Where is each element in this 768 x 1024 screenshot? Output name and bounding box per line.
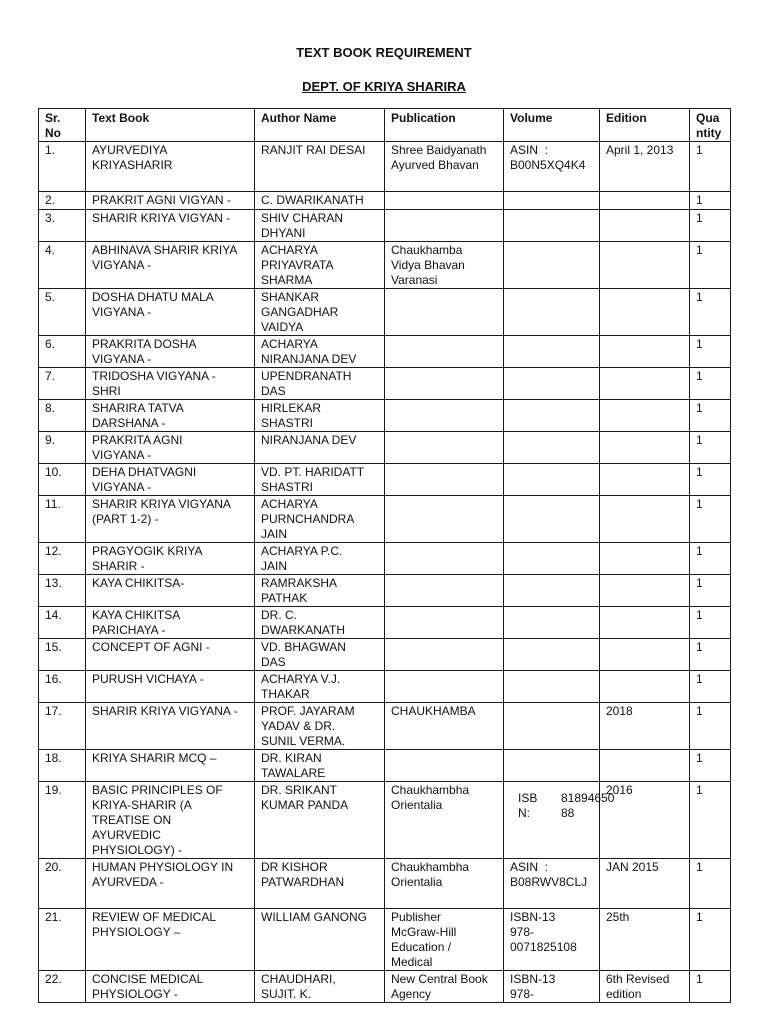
publication-cell	[385, 575, 504, 607]
text-book-cell: AYURVEDIYA KRIYASHARIR	[86, 142, 255, 192]
publication-cell: Chaukhambha Orientalia	[385, 859, 504, 909]
text-book-cell: DOSHA DHATU MALA VIGYANA -	[86, 289, 255, 336]
sr-no-cell: 21.	[39, 909, 86, 971]
edition-cell	[600, 607, 690, 639]
author-cell: VD. PT. HARIDATT SHASTRI	[255, 464, 385, 496]
isbn-digits: 81894650	[561, 791, 615, 805]
publication-cell: CHAUKHAMBA	[385, 703, 504, 750]
header-author-name: Author Name	[255, 109, 385, 142]
sr-no-cell: 12.	[39, 543, 86, 575]
sr-no-cell: 4.	[39, 242, 86, 289]
edition-cell	[600, 336, 690, 368]
author-cell: ACHARYA PURNCHANDRA JAIN	[255, 496, 385, 543]
edition-cell: 6th Revised edition	[600, 971, 690, 1003]
author-cell: UPENDRANATH DAS	[255, 368, 385, 400]
document-title: TEXT BOOK REQUIREMENT	[296, 45, 472, 60]
quantity-cell: 1	[690, 703, 731, 750]
quantity-cell: 1	[690, 575, 731, 607]
edition-cell: 2018	[600, 703, 690, 750]
edition-cell	[600, 671, 690, 703]
volume-cell: ASIN : B08RWV8CLJ	[504, 859, 600, 909]
publication-cell	[385, 368, 504, 400]
text-book-cell: REVIEW OF MEDICAL PHYSIOLOGY –	[86, 909, 255, 971]
sr-no-cell: 1.	[39, 142, 86, 192]
volume-cell	[504, 607, 600, 639]
publication-cell	[385, 210, 504, 242]
table-row	[39, 543, 731, 575]
author-cell: DR KISHOR PATWARDHAN	[255, 859, 385, 909]
author-cell: ACHARYA P.C. JAIN	[255, 543, 385, 575]
author-cell: VD. BHAGWAN DAS	[255, 639, 385, 671]
sr-no-cell: 19.	[39, 782, 86, 859]
text-book-cell: SHARIR KRIYA VIGYANA (PART 1-2) -	[86, 496, 255, 543]
quantity-cell: 1	[690, 859, 731, 909]
sr-no-cell: 3.	[39, 210, 86, 242]
author-cell: HIRLEKAR SHASTRI	[255, 400, 385, 432]
volume-cell	[504, 671, 600, 703]
header-text-book: Text Book	[86, 109, 255, 142]
sr-no-cell: 6.	[39, 336, 86, 368]
table-row	[39, 400, 731, 432]
edition-cell	[600, 400, 690, 432]
quantity-cell: 1	[690, 639, 731, 671]
author-cell: SHANKAR GANGADHAR VAIDYA	[255, 289, 385, 336]
table-row	[39, 142, 731, 192]
sr-no-cell: 7.	[39, 368, 86, 400]
volume-cell	[504, 289, 600, 336]
sr-no-cell: 8.	[39, 400, 86, 432]
text-book-cell: CONCEPT OF AGNI -	[86, 639, 255, 671]
text-book-cell: SHARIR KRIYA VIGYAN -	[86, 210, 255, 242]
text-book-cell: HUMAN PHYSIOLOGY IN AYURVEDA -	[86, 859, 255, 909]
volume-cell: ISBN-13 978- 0071825108	[504, 909, 600, 971]
author-cell: ACHARYA V.J. THAKAR	[255, 671, 385, 703]
text-book-cell: SHARIRA TATVA DARSHANA -	[86, 400, 255, 432]
author-cell: DR. SRIKANT KUMAR PANDA	[255, 782, 385, 859]
quantity-cell: 1	[690, 210, 731, 242]
table-header-row	[39, 109, 731, 142]
author-cell: PROF. JAYARAM YADAV & DR. SUNIL VERMA.	[255, 703, 385, 750]
quantity-cell: 1	[690, 192, 731, 210]
edition-cell	[600, 192, 690, 210]
publication-cell	[385, 400, 504, 432]
volume-cell	[504, 336, 600, 368]
edition-cell: JAN 2015	[600, 859, 690, 909]
quantity-cell: 1	[690, 464, 731, 496]
publication-cell: New Central Book Agency	[385, 971, 504, 1003]
edition-cell: April 1, 2013	[600, 142, 690, 192]
volume-cell	[504, 543, 600, 575]
volume-cell	[504, 242, 600, 289]
publication-cell	[385, 607, 504, 639]
header-publication: Publication	[385, 109, 504, 142]
book-table-body	[39, 142, 731, 1003]
publication-cell	[385, 336, 504, 368]
publication-cell	[385, 671, 504, 703]
isbn-block	[518, 791, 615, 821]
publication-cell	[385, 289, 504, 336]
quantity-cell: 1	[690, 607, 731, 639]
sr-no-cell: 20.	[39, 859, 86, 909]
publication-cell: Chaukhambha Orientalia	[385, 782, 504, 859]
publication-cell	[385, 639, 504, 671]
author-cell: CHAUDHARI, SUJIT. K.	[255, 971, 385, 1003]
quantity-cell: 1	[690, 671, 731, 703]
text-book-cell: PRAGYOGIK KRIYA SHARIR -	[86, 543, 255, 575]
text-book-cell: PRAKRITA DOSHA VIGYANA -	[86, 336, 255, 368]
quantity-cell: 1	[690, 432, 731, 464]
table-row	[39, 336, 731, 368]
edition-cell: 2016	[600, 782, 690, 859]
table-row	[39, 289, 731, 336]
table-row	[39, 639, 731, 671]
text-book-cell: DEHA DHATVAGNI VIGYANA -	[86, 464, 255, 496]
quantity-cell: 1	[690, 142, 731, 192]
volume-cell	[504, 782, 615, 859]
sr-no-cell: 9.	[39, 432, 86, 464]
publication-cell	[385, 750, 504, 782]
isbn-label: N:	[518, 806, 530, 820]
quantity-cell: 1	[690, 368, 731, 400]
edition-cell	[600, 432, 690, 464]
table-row	[39, 575, 731, 607]
text-book-cell: KAYA CHIKITSA PARICHAYA -	[86, 607, 255, 639]
edition-cell	[600, 575, 690, 607]
author-cell: SHIV CHARAN DHYANI	[255, 210, 385, 242]
quantity-cell: 1	[690, 543, 731, 575]
text-book-cell: ABHINAVA SHARIR KRIYA VIGYANA -	[86, 242, 255, 289]
author-cell: ACHARYA NIRANJANA DEV	[255, 336, 385, 368]
author-cell: NIRANJANA DEV	[255, 432, 385, 464]
edition-cell	[600, 639, 690, 671]
sr-no-cell: 2.	[39, 192, 86, 210]
volume-cell	[504, 750, 600, 782]
quantity-cell: 1	[690, 400, 731, 432]
author-cell: C. DWARIKANATH	[255, 192, 385, 210]
text-book-cell: CONCISE MEDICAL PHYSIOLOGY -	[86, 971, 255, 1003]
volume-cell	[504, 496, 600, 543]
author-cell: DR. C. DWARKANATH	[255, 607, 385, 639]
quantity-cell: 1	[690, 782, 731, 859]
textbook-requirement-table	[38, 108, 731, 1003]
sr-no-cell: 10.	[39, 464, 86, 496]
author-cell: RAMRAKSHA PATHAK	[255, 575, 385, 607]
text-book-cell: PURUSH VICHAYA -	[86, 671, 255, 703]
sr-no-cell: 17.	[39, 703, 86, 750]
table-row	[39, 607, 731, 639]
table-row	[39, 703, 731, 750]
table-row	[39, 464, 731, 496]
quantity-cell: 1	[690, 336, 731, 368]
quantity-cell: 1	[690, 289, 731, 336]
table-row	[39, 210, 731, 242]
table-row	[39, 782, 731, 859]
quantity-cell: 1	[690, 242, 731, 289]
volume-cell	[504, 703, 600, 750]
volume-cell	[504, 464, 600, 496]
author-cell: WILLIAM GANONG	[255, 909, 385, 971]
isbn-label: ISB	[518, 791, 538, 805]
edition-cell	[600, 210, 690, 242]
sr-no-cell: 11.	[39, 496, 86, 543]
volume-cell: ASIN : B00N5XQ4K4	[504, 142, 600, 192]
volume-cell	[504, 575, 600, 607]
publication-cell	[385, 192, 504, 210]
quantity-cell: 1	[690, 971, 731, 1003]
text-book-cell: BASIC PRINCIPLES OF KRIYA-SHARIR (A TREATISE ON AYURVEDIC PHYSIOLOGY) -	[86, 782, 255, 859]
isbn-digits: 88	[561, 806, 575, 820]
table-row	[39, 971, 731, 1003]
author-cell: ACHARYA PRIYAVRATA SHARMA	[255, 242, 385, 289]
sr-no-cell: 18.	[39, 750, 86, 782]
volume-cell: ISBN-13 978-	[504, 971, 600, 1003]
text-book-cell: KRIYA SHARIR MCQ –	[86, 750, 255, 782]
volume-cell	[504, 639, 600, 671]
sr-no-cell: 15.	[39, 639, 86, 671]
volume-cell	[504, 400, 600, 432]
quantity-cell: 1	[690, 750, 731, 782]
publication-cell: Publisher McGraw-Hill Education / Medical	[385, 909, 504, 971]
sr-no-cell: 22.	[39, 971, 86, 1003]
sr-no-cell: 13.	[39, 575, 86, 607]
sr-no-cell: 14.	[39, 607, 86, 639]
volume-cell	[504, 432, 600, 464]
department-heading: DEPT. OF KRIYA SHARIRA	[302, 79, 466, 94]
table-row	[39, 368, 731, 400]
edition-cell	[600, 543, 690, 575]
quantity-cell: 1	[690, 909, 731, 971]
volume-cell	[504, 368, 600, 400]
edition-cell	[600, 496, 690, 543]
text-book-cell: KAYA CHIKITSA-	[86, 575, 255, 607]
table-row	[39, 242, 731, 289]
header-quantity: Qua ntity	[690, 109, 731, 142]
author-cell: RANJIT RAI DESAI	[255, 142, 385, 192]
volume-cell	[504, 192, 600, 210]
publication-cell	[385, 496, 504, 543]
table-row	[39, 671, 731, 703]
table-row	[39, 432, 731, 464]
publication-cell	[385, 432, 504, 464]
text-book-cell: TRIDOSHA VIGYANA - SHRI	[86, 368, 255, 400]
publication-cell: Chaukhamba Vidya Bhavan Varanasi	[385, 242, 504, 289]
text-book-cell: SHARIR KRIYA VIGYANA -	[86, 703, 255, 750]
edition-cell	[600, 464, 690, 496]
publication-cell	[385, 464, 504, 496]
sr-no-cell: 5.	[39, 289, 86, 336]
edition-cell: 25th	[600, 909, 690, 971]
edition-cell	[600, 242, 690, 289]
author-cell: DR. KIRAN TAWALARE	[255, 750, 385, 782]
table-row	[39, 909, 731, 971]
table-row	[39, 192, 731, 210]
publication-cell	[385, 543, 504, 575]
quantity-cell: 1	[690, 496, 731, 543]
header-sr-no: Sr. No	[39, 109, 86, 142]
edition-cell	[600, 289, 690, 336]
header-edition: Edition	[600, 109, 690, 142]
volume-cell	[504, 210, 600, 242]
text-book-cell: PRAKRITA AGNI VIGYANA -	[86, 432, 255, 464]
table-row	[39, 750, 731, 782]
edition-cell	[600, 750, 690, 782]
table-row	[39, 496, 731, 543]
edition-cell	[600, 368, 690, 400]
text-book-cell: PRAKRIT AGNI VIGYAN -	[86, 192, 255, 210]
sr-no-cell: 16.	[39, 671, 86, 703]
header-volume: Volume	[504, 109, 600, 142]
publication-cell: Shree Baidyanath Ayurved Bhavan	[385, 142, 504, 192]
table-row	[39, 859, 731, 909]
